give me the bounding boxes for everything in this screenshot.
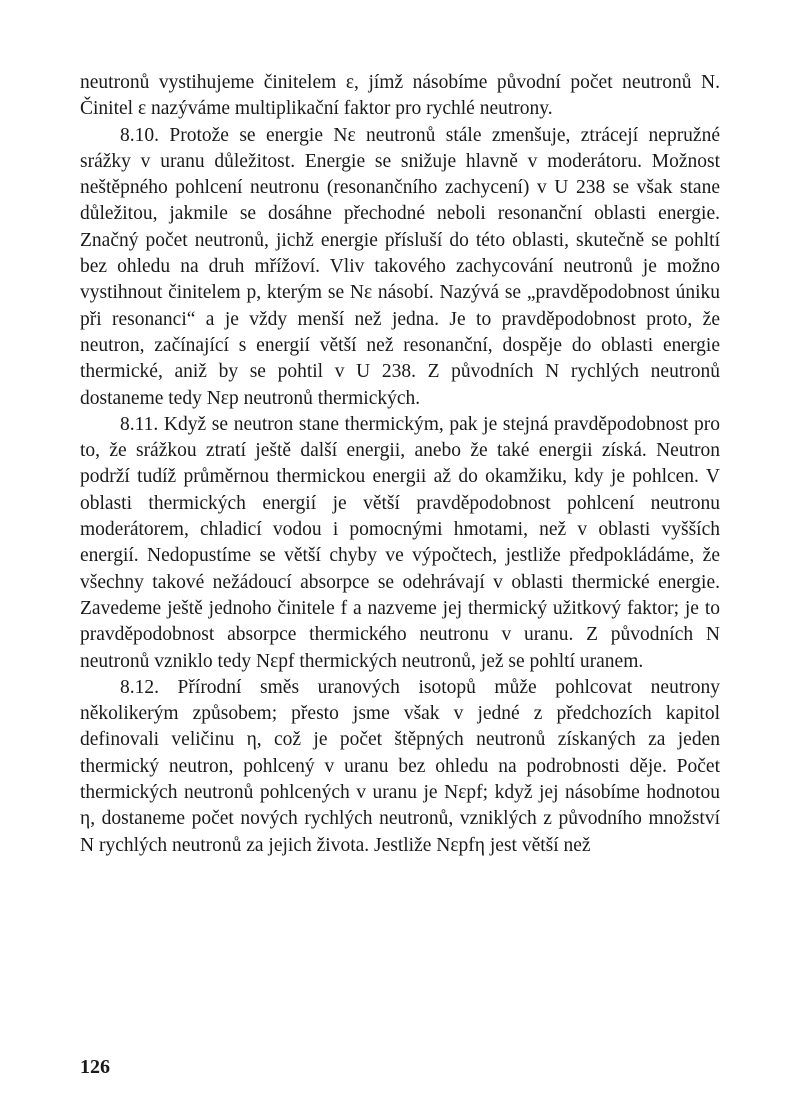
paragraph-8-12: 8.12. Přírodní směs uranových isotopů může pohlcovat neutrony několikerým způsobem; přesto jsme však v jedné z předchozích kapitol definovali veličinu η, což je počet štěpných neutronů získaných za jeden thermický neutron, pohlcený v uranu bez ohledu na podrobnosti děje. Počet thermických neutronů pohlcených v uranu je Nεpf; když jej násobíme hodnotou η, dostaneme počet nových rychlých neutronů, vzniklých z původního množství N rychlých neutronů za jejich života. Jestliže Nεpfη jest větší než xyxy=(80,676,720,856)
paragraph-8-11: 8.11. Když se neutron stane thermickým, pak je stejná pravděpodobnost pro to, že srážkou ztratí ještě další energii, anebo že také energii získá. Neutron podrží tudíž průměrnou thermickou energii až do okamžiku, kdy je pohlcen. V oblasti thermických energií je větší pravděpodobnost pohlcení neutronu moderátorem, chladicí vodou i pomocnými hmotami, než v oblasti vyšších energií. Nedopustíme se větší chyby ve výpočtech, jestliže předpokládáme, že všechny takové nežádoucí absorpce se odehrávají v oblasti thermické energie. Zavedeme ještě jednoho činitele f a nazveme jej thermický užitkový faktor; je to pravděpodobnost absorpce thermického neutronu v uranu. Z původních N neutronů vzniklo tedy Nεpf thermických neutronů, jež se pohltí uranem. xyxy=(80,413,720,672)
body-text xyxy=(80,70,720,859)
paragraph-continuation: neutronů vystihujeme činitelem ε, jímž násobíme původní počet neutronů N. Činitel ε nazýváme multiplikační faktor pro rychlé neutrony. xyxy=(80,72,720,120)
paragraph-8-10: 8.10. Protože se energie Nε neutronů stále zmenšuje, ztrácejí nepružné srážky v uranu důležitost. Energie se snižuje hlavně v moderátoru. Možnost neštěpného pohlcení neutronu (resonančního zachycení) v U 238 se však stane důležitou, jakmile se dosáhne přechodné neboli resonanční oblasti energie. Značný počet neutronů, jichž energie přísluší do této oblasti, skutečně se pohltí bez ohledu na druh mřížoví. Vliv takového zachycování neutronů je možno vystihnout činitelem p, kterým se Nε násobí. Nazývá se „pravděpodobnost úniku při resonanci“ a je vždy menší než jedna. Je to pravděpodobnost proto, že neutron, začínající s energií větší než resonanční, dospěje do oblasti energie thermické, aniž by se pohtil v U 238. Z původních N rychlých neutronů dostaneme tedy Nεp neutronů thermických. xyxy=(80,124,720,409)
page-number: 126 xyxy=(80,1056,110,1078)
